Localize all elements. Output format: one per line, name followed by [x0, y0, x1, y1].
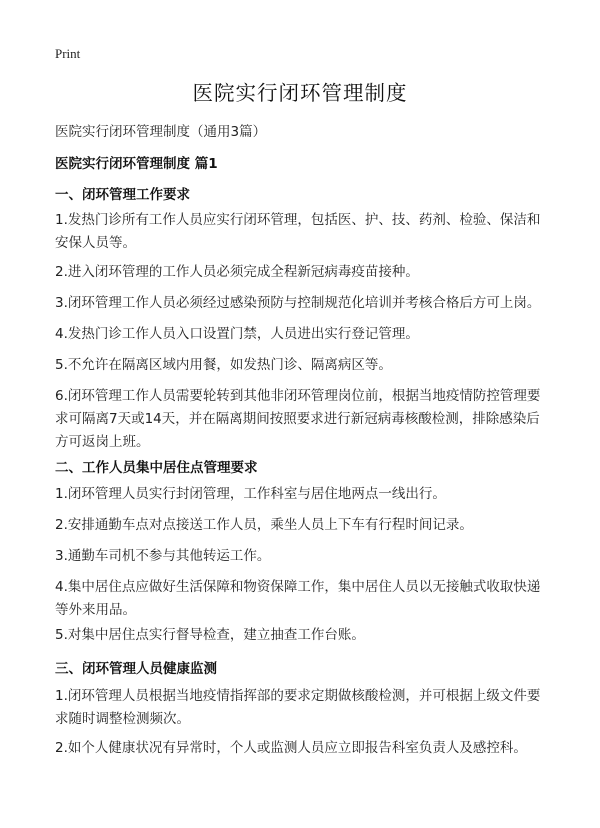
section-2-item-4: 4.集中居住点应做好生活保障和物资保障工作，集中居住人员以无接触式收取快递等外来用品。 — [55, 579, 541, 618]
section-heading-1: 一、闭环管理工作要求 — [55, 187, 190, 203]
document-subtitle: 医院实行闭环管理制度（通用3篇） — [55, 124, 267, 140]
page-title: 医院实行闭环管理制度 — [192, 81, 408, 105]
section-2-item-2: 2.安排通勤车点对点接送工作人员，乘坐人员上下车有行程时间记录。 — [55, 517, 473, 533]
section-1-item-1: 1.发热门诊所有工作人员应实行闭环管理，包括医、护、技、药剂、检验、保洁和安保人员等。 — [55, 212, 541, 251]
section-1-item-2: 2.进入闭环管理的工作人员必须完成全程新冠病毒疫苗接种。 — [55, 264, 419, 280]
part-heading: 医院实行闭环管理制度 篇1 — [55, 156, 218, 172]
section-2-item-1: 1.闭环管理人员实行封闭管理，工作科室与居住地两点一线出行。 — [55, 486, 446, 502]
section-1-item-5: 5.不允许在隔离区域内用餐，如发热门诊、隔离病区等。 — [55, 357, 392, 373]
section-1-item-4: 4.发热门诊工作人员入口设置门禁，人员进出实行登记管理。 — [55, 326, 419, 342]
section-heading-3: 三、闭环管理人员健康监测 — [55, 661, 217, 677]
section-3-item-1: 1.闭环管理人员根据当地疫情指挥部的要求定期做核酸检测，并可根据上级文件要求随时调整检测频次。 — [55, 688, 541, 727]
section-2-item-5: 5.对集中居住点实行督导检查，建立抽查工作台账。 — [55, 627, 365, 643]
print-link[interactable]: Print — [55, 46, 81, 61]
section-3-item-2: 2.如个人健康状况有异常时，个人或监测人员应立即报告科室负责人及感控科。 — [55, 740, 527, 756]
section-2-item-3: 3.通勤车司机不参与其他转运工作。 — [55, 548, 271, 564]
section-1-item-6: 6.闭环管理工作人员需要轮转到其他非闭环管理岗位前，根据当地疫情防控管理要求可隔离7天或14天，并在隔离期间按照要求进行新冠病毒核酸检测，排除感染后方可返岗上班。 — [55, 388, 541, 450]
section-heading-2: 二、工作人员集中居住点管理要求 — [55, 460, 258, 476]
section-1-item-3: 3.闭环管理工作人员必须经过感染预防与控制规范化培训并考核合格后方可上岗。 — [55, 295, 541, 311]
